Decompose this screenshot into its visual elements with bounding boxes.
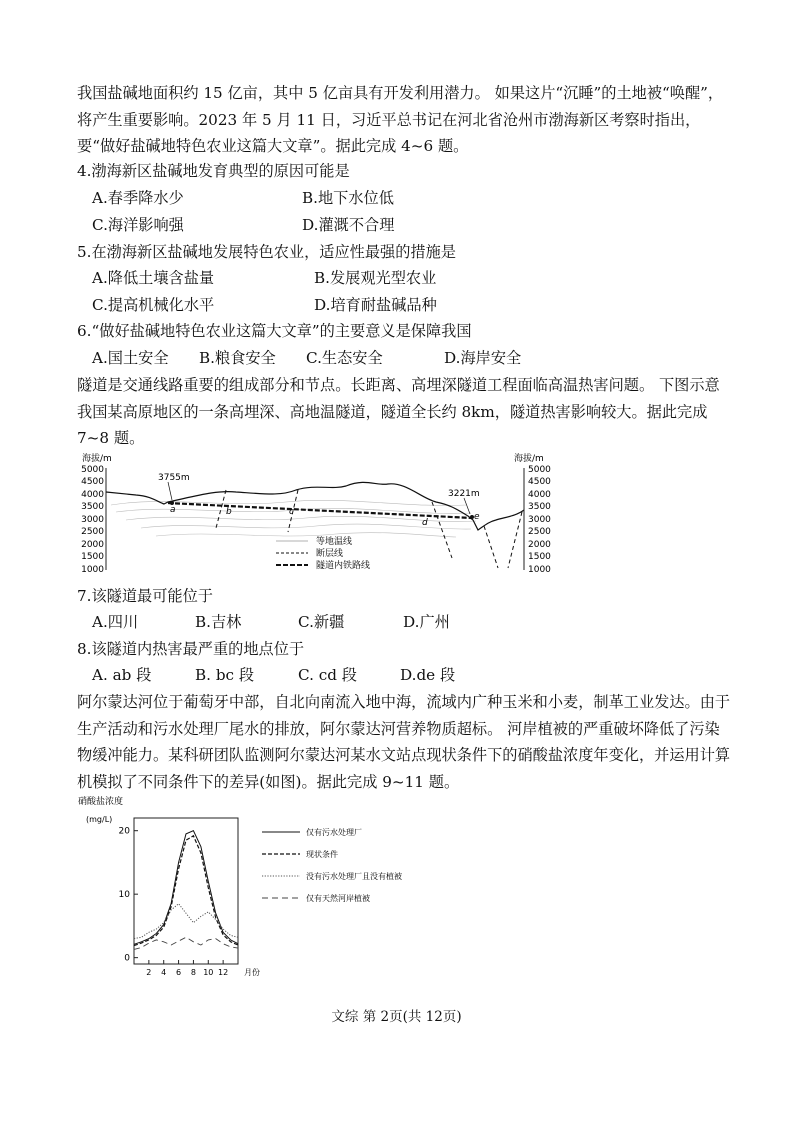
- chart-legend: [262, 827, 402, 903]
- question-7-stem: 7.该隧道最可能位于: [77, 587, 213, 605]
- right-tick-3000: 3000: [528, 515, 551, 525]
- chart-legend-label: 没有污水处理厂且没有植被: [306, 872, 402, 881]
- left-tick-4500: 4500: [81, 477, 104, 487]
- left-tick-2000: 2000: [81, 540, 104, 550]
- question-6-option-c: C.生态安全: [306, 349, 383, 367]
- question-7-option-c: C.新疆: [298, 613, 345, 631]
- right-tick-1000: 1000: [528, 565, 551, 575]
- chart-series-line: [134, 937, 238, 949]
- question-6-stem: 6.“做好盐碱地特色农业这篇大文章”的主要意义是保障我国: [77, 322, 472, 340]
- right-y-axis: [524, 465, 551, 575]
- right-axis-title: 海拔/m: [514, 454, 544, 464]
- passage-2: 隧道是交通线路重要的组成部分和节点。长距离、高埋深隧道工程面临高温热害问题。 下图示意我国某高原地区的一条高埋深、高地温隧道，隧道全长约 8km，隧道热害影响较大。据此完成 7~8 题。: [77, 376, 720, 447]
- question-5-option-c: C.提高机械化水平: [92, 296, 215, 314]
- right-tick-4500: 4500: [528, 477, 551, 487]
- chart-yunit: (mg/L): [86, 815, 113, 824]
- question-8-stem: 8.该隧道内热害最严重的地点位于: [77, 640, 305, 658]
- question-8-option-c: C. cd 段: [298, 666, 357, 684]
- question-4-option-a: A.春季降水少: [92, 189, 184, 207]
- question-6-option-b: B.粮食安全: [199, 349, 276, 367]
- point-a-label: a: [170, 505, 176, 515]
- passage-1: 我国盐碱地面积约 15 亿亩，其中 5 亿亩具有开发利用潜力。 如果这片“沉睡”的土地被“唤醒”，将产生重要影响。2023 年 5 月 11 日，习近平总书记在河北省沧州市渤海新区考察时指出，要“做好盐碱地特色农业这篇大文章”。据此完成 4~6 题。: [77, 84, 724, 155]
- legend-fault: 断层线: [316, 549, 344, 559]
- passage-3: 阿尔蒙达河位于葡萄牙中部，自北向南流入地中海，流域内广种玉米和小麦，制革工业发达。由于生产活动和污水处理厂尾水的排放，阿尔蒙达河营养物质超标。 河岸植被的严重破坏降低了污染物缓冲能力。某科研团队监测阿尔蒙达河某水文站点现状条件下的硝酸盐浓度年变化，并运用计算机模拟了不同条件下的差异(如图)。据此完成 9~11 题。: [77, 693, 731, 791]
- chart-plot-frame: [134, 818, 238, 964]
- legend-railway: 隧道内铁路线: [316, 561, 371, 571]
- left-tick-3000: 3000: [81, 515, 104, 525]
- elevation-a-label: 3755m: [158, 473, 190, 483]
- question-7-option-b: B.吉林: [195, 613, 242, 631]
- legend-isotherm: 等地温线: [316, 537, 353, 547]
- chart-y-tick-label: 20: [118, 826, 130, 837]
- left-tick-5000: 5000: [81, 465, 104, 475]
- question-7-option-a: A.四川: [92, 613, 139, 631]
- chart-xlabel: 月份: [244, 968, 260, 977]
- left-tick-1000: 1000: [81, 565, 104, 575]
- chart-x-ticks: [146, 960, 228, 977]
- question-5-option-d: D.培育耐盐碱品种: [314, 296, 437, 314]
- right-tick-4000: 4000: [528, 490, 551, 500]
- left-tick-4000: 4000: [81, 490, 104, 500]
- question-4-option-d: D.灌溉不合理: [302, 216, 395, 234]
- chart-x-tick-label: 8: [190, 968, 196, 977]
- chart-x-tick-label: 2: [146, 968, 152, 977]
- chart-y-tick-label: 0: [124, 953, 130, 964]
- question-4-option-b: B.地下水位低: [302, 189, 394, 207]
- left-tick-1500: 1500: [81, 552, 104, 562]
- right-tick-2500: 2500: [528, 527, 551, 537]
- chart-y-ticks: [119, 827, 138, 964]
- left-tick-3500: 3500: [81, 502, 104, 512]
- question-8-option-b: B. bc 段: [195, 666, 255, 684]
- question-6-option-a: A.国土安全: [92, 349, 169, 367]
- chart-legend-label: 现状条件: [306, 850, 338, 859]
- chart-x-tick-label: 12: [218, 968, 229, 977]
- chart-ylabel: 硝酸盐浓度: [78, 797, 124, 807]
- point-d-label: d: [422, 518, 428, 528]
- left-tick-2500: 2500: [81, 527, 104, 537]
- chart-x-tick-label: 4: [161, 968, 167, 977]
- question-8-option-d: D.de 段: [400, 666, 456, 684]
- chart-series-group: [134, 831, 238, 950]
- right-tick-5000: 5000: [528, 465, 551, 475]
- right-tick-2000: 2000: [528, 540, 551, 550]
- chart-y-tick-label: 10: [118, 890, 130, 901]
- nitrate-chart: [76, 794, 476, 984]
- page-footer: 文综 第 2页(共 12页): [331, 1009, 462, 1025]
- right-tick-1500: 1500: [528, 552, 551, 562]
- chart-legend-label: 仅有天然河岸植被: [306, 894, 370, 903]
- point-c-label: c: [289, 507, 294, 517]
- left-y-axis: [81, 465, 106, 575]
- question-5-option-b: B.发展观光型农业: [314, 269, 437, 287]
- right-tick-3500: 3500: [528, 502, 551, 512]
- point-e-label: e: [474, 512, 480, 522]
- question-5-option-a: A.降低土壤含盐量: [92, 269, 215, 287]
- question-6-option-d: D.海岸安全: [444, 349, 522, 367]
- left-axis-title: 海拔/m: [82, 454, 112, 464]
- chart-legend-label: 仅有污水处理厂: [306, 828, 362, 837]
- question-5-stem: 5.在渤海新区盐碱地发展特色农业，适应性最强的措施是: [77, 243, 456, 261]
- question-8-option-a: A. ab 段: [92, 666, 152, 684]
- chart-x-tick-label: 10: [203, 968, 214, 977]
- point-b-label: b: [226, 507, 232, 517]
- figure-legend: [276, 535, 370, 571]
- question-7-option-d: D.广州: [403, 613, 450, 631]
- chart-series-line: [134, 831, 238, 945]
- elevation-e-label: 3221m: [448, 489, 480, 499]
- tunnel-profile-figure: [76, 450, 556, 578]
- chart-x-tick-label: 6: [176, 968, 182, 977]
- question-4-option-c: C.海洋影响强: [92, 216, 184, 234]
- question-4-stem: 4.渤海新区盐碱地发育典型的原因可能是: [77, 162, 350, 180]
